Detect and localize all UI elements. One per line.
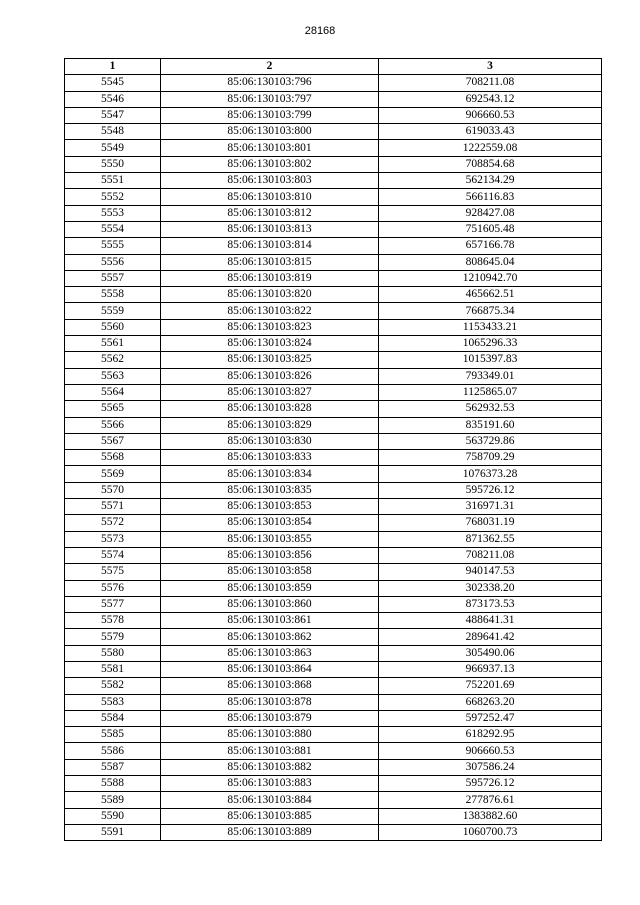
table-row [65,547,602,563]
value-cell: 966937.13 [379,661,602,677]
value-cell: 835191.60 [379,417,602,433]
value-cell: 752201.69 [379,678,602,694]
row-number-cell: 5563 [65,368,161,384]
table-row [65,205,602,221]
row-number-cell: 5553 [65,205,161,221]
cadastral-number-cell: 85:06:130103:889 [161,824,379,840]
value-cell: 692543.12 [379,91,602,107]
table-row [65,303,602,319]
cadastral-number-cell: 85:06:130103:822 [161,303,379,319]
row-number-cell: 5580 [65,645,161,661]
table-row [65,710,602,726]
table-row [65,433,602,449]
table-row [65,824,602,840]
table-row [65,238,602,254]
value-cell: 465662.51 [379,287,602,303]
header-row [65,59,602,75]
cadastral-number-cell: 85:06:130103:819 [161,270,379,286]
value-cell: 1015397.83 [379,352,602,368]
cadastral-number-cell: 85:06:130103:856 [161,547,379,563]
row-number-cell: 5587 [65,759,161,775]
table-row [65,727,602,743]
row-number-cell: 5568 [65,450,161,466]
value-cell: 1076373.28 [379,466,602,482]
value-cell: 751605.48 [379,221,602,237]
table-row [65,743,602,759]
cadastral-number-cell: 85:06:130103:880 [161,727,379,743]
value-cell: 793349.01 [379,368,602,384]
cadastral-number-cell: 85:06:130103:854 [161,515,379,531]
table-row [65,515,602,531]
row-number-cell: 5590 [65,808,161,824]
value-cell: 1210942.70 [379,270,602,286]
table-row [65,384,602,400]
row-number-cell: 5575 [65,564,161,580]
cadastral-number-cell: 85:06:130103:858 [161,564,379,580]
cadastral-number-cell: 85:06:130103:835 [161,482,379,498]
value-cell: 619033.43 [379,124,602,140]
cadastral-number-cell: 85:06:130103:855 [161,531,379,547]
value-cell: 289641.42 [379,629,602,645]
row-number-cell: 5549 [65,140,161,156]
cadastral-number-cell: 85:06:130103:864 [161,661,379,677]
table-row [65,368,602,384]
table-row [65,466,602,482]
table-row [65,482,602,498]
row-number-cell: 5552 [65,189,161,205]
cadastral-number-cell: 85:06:130103:829 [161,417,379,433]
page-number: 28168 [304,25,336,37]
value-cell: 1383882.60 [379,808,602,824]
data-table [64,58,602,841]
cadastral-number-cell: 85:06:130103:885 [161,808,379,824]
row-number-cell: 5583 [65,694,161,710]
row-number-cell: 5578 [65,613,161,629]
table-row [65,450,602,466]
row-number-cell: 5586 [65,743,161,759]
cadastral-number-cell: 85:06:130103:883 [161,776,379,792]
cadastral-number-cell: 85:06:130103:884 [161,792,379,808]
column-header-3: 3 [379,59,602,75]
value-cell: 871362.55 [379,531,602,547]
cadastral-number-cell: 85:06:130103:825 [161,352,379,368]
row-number-cell: 5572 [65,515,161,531]
value-cell: 595726.12 [379,776,602,792]
row-number-cell: 5576 [65,580,161,596]
row-number-cell: 5559 [65,303,161,319]
row-number-cell: 5573 [65,531,161,547]
table-row [65,678,602,694]
cadastral-number-cell: 85:06:130103:796 [161,75,379,91]
value-cell: 618292.95 [379,727,602,743]
value-cell: 708854.68 [379,156,602,172]
cadastral-number-cell: 85:06:130103:863 [161,645,379,661]
cadastral-number-cell: 85:06:130103:826 [161,368,379,384]
value-cell: 906660.53 [379,743,602,759]
value-cell: 1125865.07 [379,384,602,400]
cadastral-number-cell: 85:06:130103:812 [161,205,379,221]
cadastral-number-cell: 85:06:130103:833 [161,450,379,466]
value-cell: 566116.83 [379,189,602,205]
cadastral-number-cell: 85:06:130103:862 [161,629,379,645]
row-number-cell: 5589 [65,792,161,808]
row-number-cell: 5547 [65,107,161,123]
cadastral-number-cell: 85:06:130103:868 [161,678,379,694]
table-row [65,156,602,172]
table-row [65,564,602,580]
table-header [65,59,602,75]
cadastral-number-cell: 85:06:130103:803 [161,173,379,189]
row-number-cell: 5571 [65,499,161,515]
table-row [65,613,602,629]
row-number-cell: 5555 [65,238,161,254]
value-cell: 808645.04 [379,254,602,270]
value-cell: 1065296.33 [379,336,602,352]
value-cell: 906660.53 [379,107,602,123]
table-row [65,580,602,596]
cadastral-number-cell: 85:06:130103:860 [161,596,379,612]
cadastral-number-cell: 85:06:130103:813 [161,221,379,237]
table-row [65,401,602,417]
row-number-cell: 5560 [65,319,161,335]
cadastral-number-cell: 85:06:130103:881 [161,743,379,759]
cadastral-number-cell: 85:06:130103:878 [161,694,379,710]
row-number-cell: 5574 [65,547,161,563]
cadastral-number-cell: 85:06:130103:814 [161,238,379,254]
value-cell: 1153433.21 [379,319,602,335]
row-number-cell: 5551 [65,173,161,189]
row-number-cell: 5561 [65,336,161,352]
value-cell: 302338.20 [379,580,602,596]
column-header-1: 1 [65,59,161,75]
table-row [65,499,602,515]
cadastral-number-cell: 85:06:130103:820 [161,287,379,303]
row-number-cell: 5546 [65,91,161,107]
cadastral-number-cell: 85:06:130103:810 [161,189,379,205]
value-cell: 928427.08 [379,205,602,221]
row-number-cell: 5579 [65,629,161,645]
table-row [65,808,602,824]
column-header-2: 2 [161,59,379,75]
value-cell: 940147.53 [379,564,602,580]
cadastral-number-cell: 85:06:130103:882 [161,759,379,775]
table-row [65,173,602,189]
value-cell: 563729.86 [379,433,602,449]
cadastral-number-cell: 85:06:130103:879 [161,710,379,726]
row-number-cell: 5545 [65,75,161,91]
cadastral-number-cell: 85:06:130103:823 [161,319,379,335]
cadastral-number-cell: 85:06:130103:799 [161,107,379,123]
row-number-cell: 5567 [65,433,161,449]
row-number-cell: 5550 [65,156,161,172]
table-row [65,776,602,792]
value-cell: 1060700.73 [379,824,602,840]
value-cell: 768031.19 [379,515,602,531]
row-number-cell: 5588 [65,776,161,792]
row-number-cell: 5564 [65,384,161,400]
table-row [65,270,602,286]
cadastral-number-cell: 85:06:130103:834 [161,466,379,482]
value-cell: 758709.29 [379,450,602,466]
value-cell: 657166.78 [379,238,602,254]
cadastral-number-cell: 85:06:130103:815 [161,254,379,270]
row-number-cell: 5556 [65,254,161,270]
row-number-cell: 5557 [65,270,161,286]
cadastral-number-cell: 85:06:130103:824 [161,336,379,352]
row-number-cell: 5584 [65,710,161,726]
cadastral-number-cell: 85:06:130103:861 [161,613,379,629]
value-cell: 668263.20 [379,694,602,710]
cadastral-number-cell: 85:06:130103:859 [161,580,379,596]
table-row [65,189,602,205]
table-row [65,531,602,547]
value-cell: 708211.08 [379,547,602,563]
table-row [65,140,602,156]
value-cell: 277876.61 [379,792,602,808]
table-row [65,645,602,661]
row-number-cell: 5548 [65,124,161,140]
table-row [65,221,602,237]
cadastral-number-cell: 85:06:130103:802 [161,156,379,172]
cadastral-number-cell: 85:06:130103:828 [161,401,379,417]
table-row [65,629,602,645]
value-cell: 595726.12 [379,482,602,498]
row-number-cell: 5565 [65,401,161,417]
table-row [65,336,602,352]
cadastral-number-cell: 85:06:130103:853 [161,499,379,515]
table-row [65,107,602,123]
row-number-cell: 5577 [65,596,161,612]
row-number-cell: 5566 [65,417,161,433]
table-row [65,661,602,677]
table-row [65,124,602,140]
table-row [65,694,602,710]
row-number-cell: 5570 [65,482,161,498]
value-cell: 562932.53 [379,401,602,417]
row-number-cell: 5558 [65,287,161,303]
cadastral-number-cell: 85:06:130103:797 [161,91,379,107]
table-row [65,319,602,335]
value-cell: 708211.08 [379,75,602,91]
table-row [65,91,602,107]
row-number-cell: 5554 [65,221,161,237]
value-cell: 597252.47 [379,710,602,726]
value-cell: 562134.29 [379,173,602,189]
table-row [65,596,602,612]
value-cell: 488641.31 [379,613,602,629]
row-number-cell: 5562 [65,352,161,368]
table-row [65,417,602,433]
row-number-cell: 5581 [65,661,161,677]
value-cell: 316971.31 [379,499,602,515]
cadastral-number-cell: 85:06:130103:801 [161,140,379,156]
value-cell: 1222559.08 [379,140,602,156]
cadastral-number-cell: 85:06:130103:830 [161,433,379,449]
cadastral-number-cell: 85:06:130103:800 [161,124,379,140]
table-row [65,759,602,775]
row-number-cell: 5569 [65,466,161,482]
row-number-cell: 5591 [65,824,161,840]
value-cell: 873173.53 [379,596,602,612]
value-cell: 766875.34 [379,303,602,319]
table-row [65,254,602,270]
row-number-cell: 5585 [65,727,161,743]
table-body [65,75,602,841]
table-row [65,287,602,303]
table-row [65,352,602,368]
value-cell: 305490.06 [379,645,602,661]
value-cell: 307586.24 [379,759,602,775]
row-number-cell: 5582 [65,678,161,694]
table-row [65,792,602,808]
cadastral-number-cell: 85:06:130103:827 [161,384,379,400]
table-row [65,75,602,91]
